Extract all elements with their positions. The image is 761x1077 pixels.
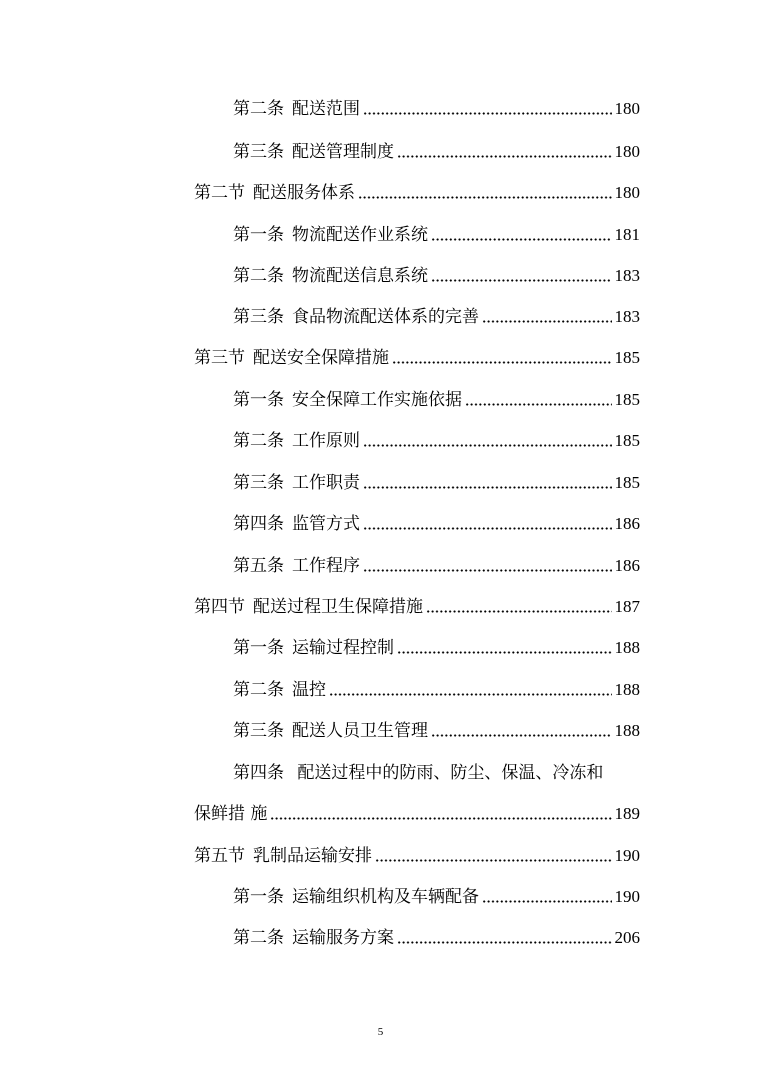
leader-dots	[375, 858, 612, 863]
entry-title: 乳制品运输安排	[253, 846, 372, 866]
entry-title: 物流配送作业系统	[292, 225, 428, 245]
leader-dots	[363, 526, 612, 531]
entry-prefix: 第三节	[194, 348, 245, 368]
entry-title: 运输组织机构及车辆配备	[292, 887, 479, 907]
toc-entry	[233, 677, 640, 703]
entry-prefix: 第二条	[233, 680, 284, 700]
leader-dots	[363, 111, 612, 116]
entry-page-number: 187	[614, 597, 640, 616]
entry-title: 配送服务体系	[253, 183, 355, 203]
entry-prefix: 第二条	[233, 928, 284, 948]
entry-title: 配送安全保障措施	[253, 348, 389, 368]
entry-title: 配送管理制度	[292, 142, 394, 162]
entry-title: 工作程序	[292, 556, 360, 576]
entry-prefix: 第四条	[233, 763, 284, 783]
leader-dots	[363, 485, 612, 490]
toc-entry	[233, 925, 640, 951]
entry-prefix: 第五节	[194, 846, 245, 866]
entry-page-number: 185	[614, 390, 640, 409]
leader-dots	[392, 360, 612, 365]
entry-prefix: 第三条	[233, 307, 284, 327]
entry-page-number: 188	[614, 721, 640, 740]
leader-dots	[329, 692, 612, 697]
entry-title: 安全保障工作实施依据	[292, 390, 462, 410]
entry-title: 工作原则	[292, 431, 360, 451]
toc-entry	[233, 553, 640, 579]
toc-section	[194, 180, 640, 206]
toc-entry	[233, 635, 640, 661]
entry-title: 配送范围	[292, 99, 360, 119]
entry-page-number: 190	[614, 887, 640, 906]
toc-section	[194, 594, 640, 620]
toc-entry	[233, 263, 640, 289]
toc-entry	[233, 511, 640, 537]
entry-page-number: 180	[614, 183, 640, 202]
entry-page-number: 183	[614, 266, 640, 285]
leader-dots	[431, 278, 612, 283]
entry-page-number: 180	[614, 99, 640, 118]
leader-dots	[397, 650, 612, 655]
entry-prefix: 第二节	[194, 183, 245, 203]
toc-section	[194, 345, 640, 371]
toc-entry	[233, 222, 640, 248]
entry-page-number: 181	[614, 225, 640, 244]
entry-prefix: 第一条	[233, 638, 284, 658]
entry-title: 配送过程中的防雨、防尘、保温、冷冻和	[297, 763, 604, 783]
leader-dots	[358, 195, 612, 200]
entry-prefix: 第二条	[233, 266, 284, 286]
entry-prefix: 第四条	[233, 514, 284, 534]
leader-dots	[482, 319, 612, 324]
entry-title: 工作职责	[292, 473, 360, 493]
entry-title-continued: 保鲜措 施	[194, 804, 268, 824]
entry-page-number: 189	[614, 804, 640, 823]
toc-entry	[233, 884, 640, 910]
entry-title: 配送人员卫生管理	[292, 721, 428, 741]
entry-page-number: 185	[614, 348, 640, 367]
entry-title: 运输过程控制	[292, 638, 394, 658]
toc-entry-continuation	[194, 801, 640, 827]
entry-prefix: 第二条	[233, 99, 284, 119]
entry-prefix: 第一条	[233, 887, 284, 907]
entry-page-number: 185	[614, 473, 640, 492]
toc-entry	[233, 387, 640, 413]
leader-dots	[270, 816, 611, 821]
toc-entry	[233, 96, 640, 122]
leader-dots	[397, 154, 612, 159]
toc-entry	[233, 304, 640, 330]
entry-prefix: 第一条	[233, 225, 284, 245]
leader-dots	[482, 899, 612, 904]
entry-prefix: 第三条	[233, 473, 284, 493]
entry-page-number: 188	[614, 638, 640, 657]
leader-dots	[363, 568, 612, 573]
entry-page-number: 180	[614, 142, 640, 161]
entry-prefix: 第三条	[233, 142, 284, 162]
entry-title: 温控	[292, 680, 326, 700]
entry-title: 运输服务方案	[292, 928, 394, 948]
entry-page-number: 206	[614, 928, 640, 947]
toc-entry	[233, 470, 640, 496]
entry-page-number: 183	[614, 307, 640, 326]
entry-page-number: 186	[614, 514, 640, 533]
toc-entry	[233, 718, 640, 744]
entry-prefix: 第五条	[233, 556, 284, 576]
entry-page-number: 186	[614, 556, 640, 575]
entry-title: 监管方式	[292, 514, 360, 534]
entry-title: 物流配送信息系统	[292, 266, 428, 286]
leader-dots	[431, 733, 612, 738]
leader-dots	[363, 443, 612, 448]
entry-page-number: 188	[614, 680, 640, 699]
leader-dots	[397, 940, 612, 945]
page-footer-number: 5	[377, 1026, 384, 1038]
entry-title: 配送过程卫生保障措施	[253, 597, 423, 617]
entry-prefix: 第三条	[233, 721, 284, 741]
entry-page-number: 190	[614, 846, 640, 865]
leader-dots	[431, 237, 612, 242]
entry-title: 食品物流配送体系的完善	[292, 307, 479, 327]
entry-prefix: 第二条	[233, 431, 284, 451]
entry-prefix: 第四节	[194, 597, 245, 617]
entry-page-number: 185	[614, 431, 640, 450]
toc-entry	[233, 428, 640, 454]
leader-dots	[465, 402, 612, 407]
toc-entry-wrapped	[233, 760, 603, 786]
toc-entry	[233, 139, 640, 165]
entry-prefix: 第一条	[233, 390, 284, 410]
leader-dots	[426, 609, 612, 614]
toc-section	[194, 843, 640, 869]
